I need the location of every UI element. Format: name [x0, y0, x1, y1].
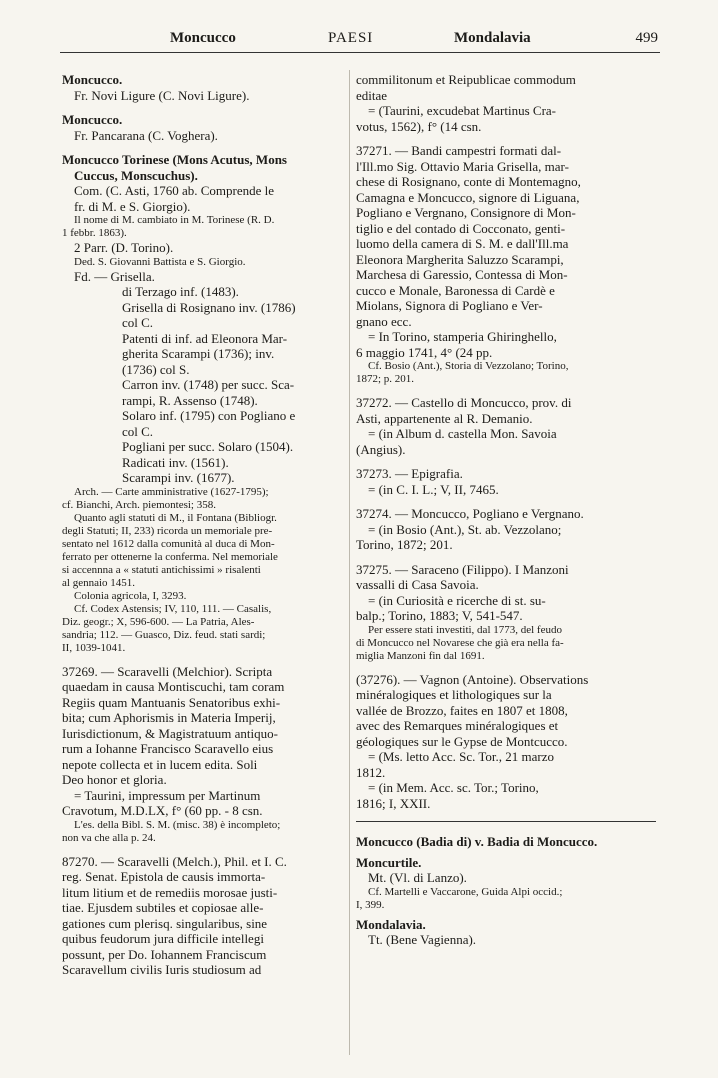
text-line: l'Ill.mo Sig. Ottavio Maria Grisella, mar-	[356, 158, 569, 174]
text-line: Marchesa di Garessio, Contessa di Mon-	[356, 267, 568, 282]
text-line: minéralogiques et lithologiques sur la	[356, 687, 552, 702]
text-line: Deo honor et gloria.	[62, 772, 167, 787]
text-line: Eleonora Margherita Saluzzo Scarampi,	[356, 251, 564, 267]
text-line: Radicati inv. (1561).	[122, 454, 229, 470]
text-line: 6 maggio 1741, 4° (24 pp.	[356, 344, 493, 360]
spacer	[62, 143, 344, 152]
text-line: tiglio e del contado di Cocconato, genti-	[356, 220, 566, 236]
page-number: 499	[635, 30, 658, 46]
text-line: bita; cum Aphorismis in Materia Imperij,	[62, 710, 276, 725]
text-line: = (in Curiosità e ricerche di st. su-	[368, 592, 546, 608]
text-line: 1 febbr. 1863).	[62, 227, 127, 239]
text-line: Grisella di Rosignano inv. (1786)	[122, 299, 296, 315]
right-column	[356, 72, 656, 948]
text-line: ferrato per ottenerne la conferma. Nel memoriale	[62, 550, 278, 563]
text-line: Cravotum, M.D.LX, f° (60 pp. - 8 csn.	[62, 803, 263, 818]
text-line: = (in Mem. Acc. sc. Tor.; Torino,	[368, 780, 539, 795]
text-line: = (in C. I. L.; V, II, 7465.	[368, 481, 499, 497]
spacer	[356, 553, 656, 562]
text-line: Fr. Pancarana (C. Voghera).	[74, 127, 218, 143]
text-line: Scaravellum civilis Iuris studiosum ad	[62, 962, 262, 977]
spacer	[356, 497, 656, 506]
text-line: Iurisdictionum, & Magistratuum antiquo-	[62, 725, 278, 741]
text-line: géologiques sur le Gypse de Montcucco.	[356, 733, 568, 749]
text-line: Arch. — Carte amministrative (1627-1795);	[74, 485, 269, 498]
text-line: Miolans, Signora di Pogliano e Ver-	[356, 298, 543, 313]
text-line: col C.	[122, 315, 154, 330]
text-line: votus, 1562), f° (14 csn.	[356, 118, 482, 134]
text-line: fr. di M. e S. Giorgio).	[74, 198, 191, 214]
text-line: Tt. (Bene Vagienna).	[368, 932, 477, 947]
text-line: Torino, 1872; 201.	[356, 537, 453, 552]
text-line: L'es. della Bibl. S. M. (misc. 38) è incompleto;	[74, 818, 281, 831]
text-line: (Angius).	[356, 441, 406, 457]
text-line: Camagna e Moncucco, signore di Liguana,	[356, 189, 580, 205]
text-line: degli Statuti; II, 233) ricorda un memoriale pre-	[62, 524, 273, 537]
text-line: di Terzago inf. (1483).	[122, 284, 239, 299]
text-line: 37274. — Moncucco, Pogliano e Vergnano.	[356, 506, 584, 521]
section-rule	[356, 821, 656, 822]
headword-line: Moncucco (Badia di) v. Badia di Moncucco.	[356, 834, 598, 849]
text-line: 37271. — Bandi campestri formati dal-	[356, 143, 562, 158]
spacer	[356, 663, 656, 672]
text-line: litum litium et de remediis morosae justi-	[62, 884, 278, 900]
text-line: possunt, per Do. Iohannem Franciscum	[62, 946, 267, 962]
text-line: Carron inv. (1748) per succ. Sca-	[122, 377, 295, 392]
text-line: di Moncucco nel Novarese che già era nella fa-	[356, 636, 564, 649]
text-line: quibus feudorum jura difficile intellegi	[62, 931, 264, 946]
text-line: 1816; I, XXII.	[356, 795, 431, 811]
text-line: Mt. (Vl. di Lanzo).	[368, 870, 467, 885]
text-line: miglia Manzoni fin dal 1691.	[356, 649, 485, 662]
text-line: non va che alla p. 24.	[62, 831, 156, 844]
text-line: Regiis quam Mantuanis Senatoribus exhi-	[62, 694, 281, 710]
text-line: gationes cum plerisq. singularibus, sine	[62, 915, 268, 931]
text-line: quaedam in causa Montiscuchi, tam coram	[62, 679, 285, 694]
text-line: = (in Bosio (Ant.), St. ab. Vezzolano;	[368, 521, 562, 537]
text-line: sentato nel 1612 dalla comunità al duca di Mon-	[62, 537, 275, 550]
text-line: Asti, appartenente al R. Demanio.	[356, 410, 533, 426]
text-line: = (Taurini, excudebat Martinus Cra-	[368, 103, 556, 118]
header-left-term: Moncucco	[170, 30, 236, 46]
text-line: col C.	[122, 423, 154, 439]
headword-line: Mondalavia.	[356, 916, 426, 932]
text-line: Cf. Bosio (Ant.), Storia di Vezzolano; Torino,	[368, 360, 569, 372]
text-line: Patenti di inf. ad Eleonora Mar-	[122, 330, 288, 346]
text-line: Pogliano e Vergnano, Consignore di Mon-	[356, 205, 576, 220]
text-line: cucco e Monale, Baronessa di Cardè e	[356, 282, 555, 298]
text-line: (37276). — Vagnon (Antoine). Observations	[356, 671, 589, 687]
text-line: editae	[356, 87, 388, 103]
text-line: 37273. — Epigrafia.	[356, 466, 463, 481]
text-line: rampi, R. Assenso (1748).	[122, 392, 258, 408]
spacer	[356, 134, 656, 143]
text-line: Cf. Martelli e Vaccarone, Guida Alpi occid.;	[368, 885, 563, 898]
text-line: commilitonum et Reipublicae commodum	[356, 72, 576, 87]
text-line: 1872; p. 201.	[356, 373, 415, 385]
text-line: 87270. — Scaravelli (Melch.), Phil. et I. C.	[62, 853, 287, 869]
text-line: gnano ecc.	[356, 313, 412, 329]
left-column	[62, 72, 344, 978]
text-line: (1736) col S.	[122, 361, 190, 377]
text-line: avec des Remarques minéralogiques et	[356, 718, 559, 733]
spacer	[62, 103, 344, 112]
text-line: 2 Parr. (D. Torino).	[74, 240, 174, 255]
text-line: Colonia agricola, I, 3293.	[74, 589, 187, 602]
text-line: al gennaio 1451.	[62, 576, 136, 589]
text-line: = Taurini, impressum per Martinum	[74, 787, 261, 803]
text-line: Pogliani per succ. Solaro (1504).	[122, 439, 294, 454]
text-line: Cf. Codex Astensis; IV, 110, 111. — Casalis,	[74, 602, 272, 615]
headword-line: Moncucco Torinese (Mons Acutus, Mons	[62, 152, 287, 167]
headword-line: Moncurtile.	[356, 854, 422, 870]
header-section: PAESI	[328, 30, 374, 46]
text-line: Per essere stati investiti, dal 1773, del feudo	[368, 623, 562, 636]
text-line: vassalli di Casa Savoia.	[356, 577, 479, 592]
text-line: sandria; 112. — Guasco, Diz. feud. stati sardi;	[62, 628, 266, 641]
text-line: Ded. S. Giovanni Battista e S. Giorgio.	[74, 255, 246, 268]
headword-line: Moncucco.	[62, 72, 123, 87]
text-line: 37272. — Castello di Moncucco, prov. di	[356, 395, 572, 410]
headword-line: Cuccus, Monscuchus).	[74, 167, 198, 183]
spacer	[356, 386, 656, 395]
text-line: nepote collecta et in lucem edita. Soli	[62, 756, 258, 772]
text-line: tiae. Ejusdem subtiles et copiosae alle-	[62, 900, 264, 915]
text-line: cf. Bianchi, Arch. piemontesi; 358.	[62, 498, 216, 511]
spacer	[356, 457, 656, 466]
header-right-term: Mondalavia	[454, 30, 531, 46]
text-line: chese di Rosignano, conte di Montemagno,	[356, 174, 581, 189]
spacer	[62, 655, 344, 664]
headword-line: Moncucco.	[62, 112, 123, 127]
spacer	[62, 845, 344, 854]
text-line: 37269. — Scaravelli (Melchior). Scripta	[62, 663, 273, 679]
text-line: luomo della camera di S. M. e dall'Ill.ma	[356, 236, 569, 251]
text-line: Fd. — Grisella.	[74, 268, 155, 284]
text-line: Scarampi inv. (1677).	[122, 470, 235, 485]
text-line: Il nome di M. cambiato in M. Torinese (R. D.	[74, 214, 275, 226]
text-line: Com. (C. Asti, 1760 ab. Comprende le	[74, 183, 275, 198]
text-line: si accennna a « statuti antichissimi » risalenti	[62, 563, 261, 576]
text-line: rum a Iohanne Francisco Scaravello eius	[62, 741, 274, 756]
text-line: Quanto agli statuti di M., il Fontana (Bibliogr.	[74, 511, 277, 524]
text-line: Diz. geogr.; X, 596-600. — La Patria, Ales-	[62, 615, 255, 628]
text-line: = In Torino, stamperia Ghiringhello,	[368, 329, 557, 344]
text-line: 37275. — Saraceno (Filippo). I Manzoni	[356, 561, 569, 577]
text-line: = (in Album d. castella Mon. Savoia	[368, 426, 557, 441]
text-line: Solaro inf. (1795) con Pogliano e	[122, 408, 296, 423]
text-line: 1812.	[356, 764, 386, 780]
text-line: gherita Scarampi (1736); inv.	[122, 346, 275, 361]
text-line: = (Ms. letto Acc. Sc. Tor., 21 marzo	[368, 749, 554, 764]
text-line: balp.; Torino, 1883; V, 541-547.	[356, 608, 523, 623]
column-divider	[349, 70, 350, 1055]
text-line: II, 1039-1041.	[62, 641, 126, 654]
text-line: reg. Senat. Epistola de causis immorta-	[62, 869, 266, 884]
text-line: Fr. Novi Ligure (C. Novi Ligure).	[74, 87, 250, 103]
text-line: vallée de Brozzo, faites en 1807 et 1808,	[356, 702, 568, 718]
text-line: I, 399.	[356, 898, 385, 911]
running-header	[60, 26, 660, 53]
